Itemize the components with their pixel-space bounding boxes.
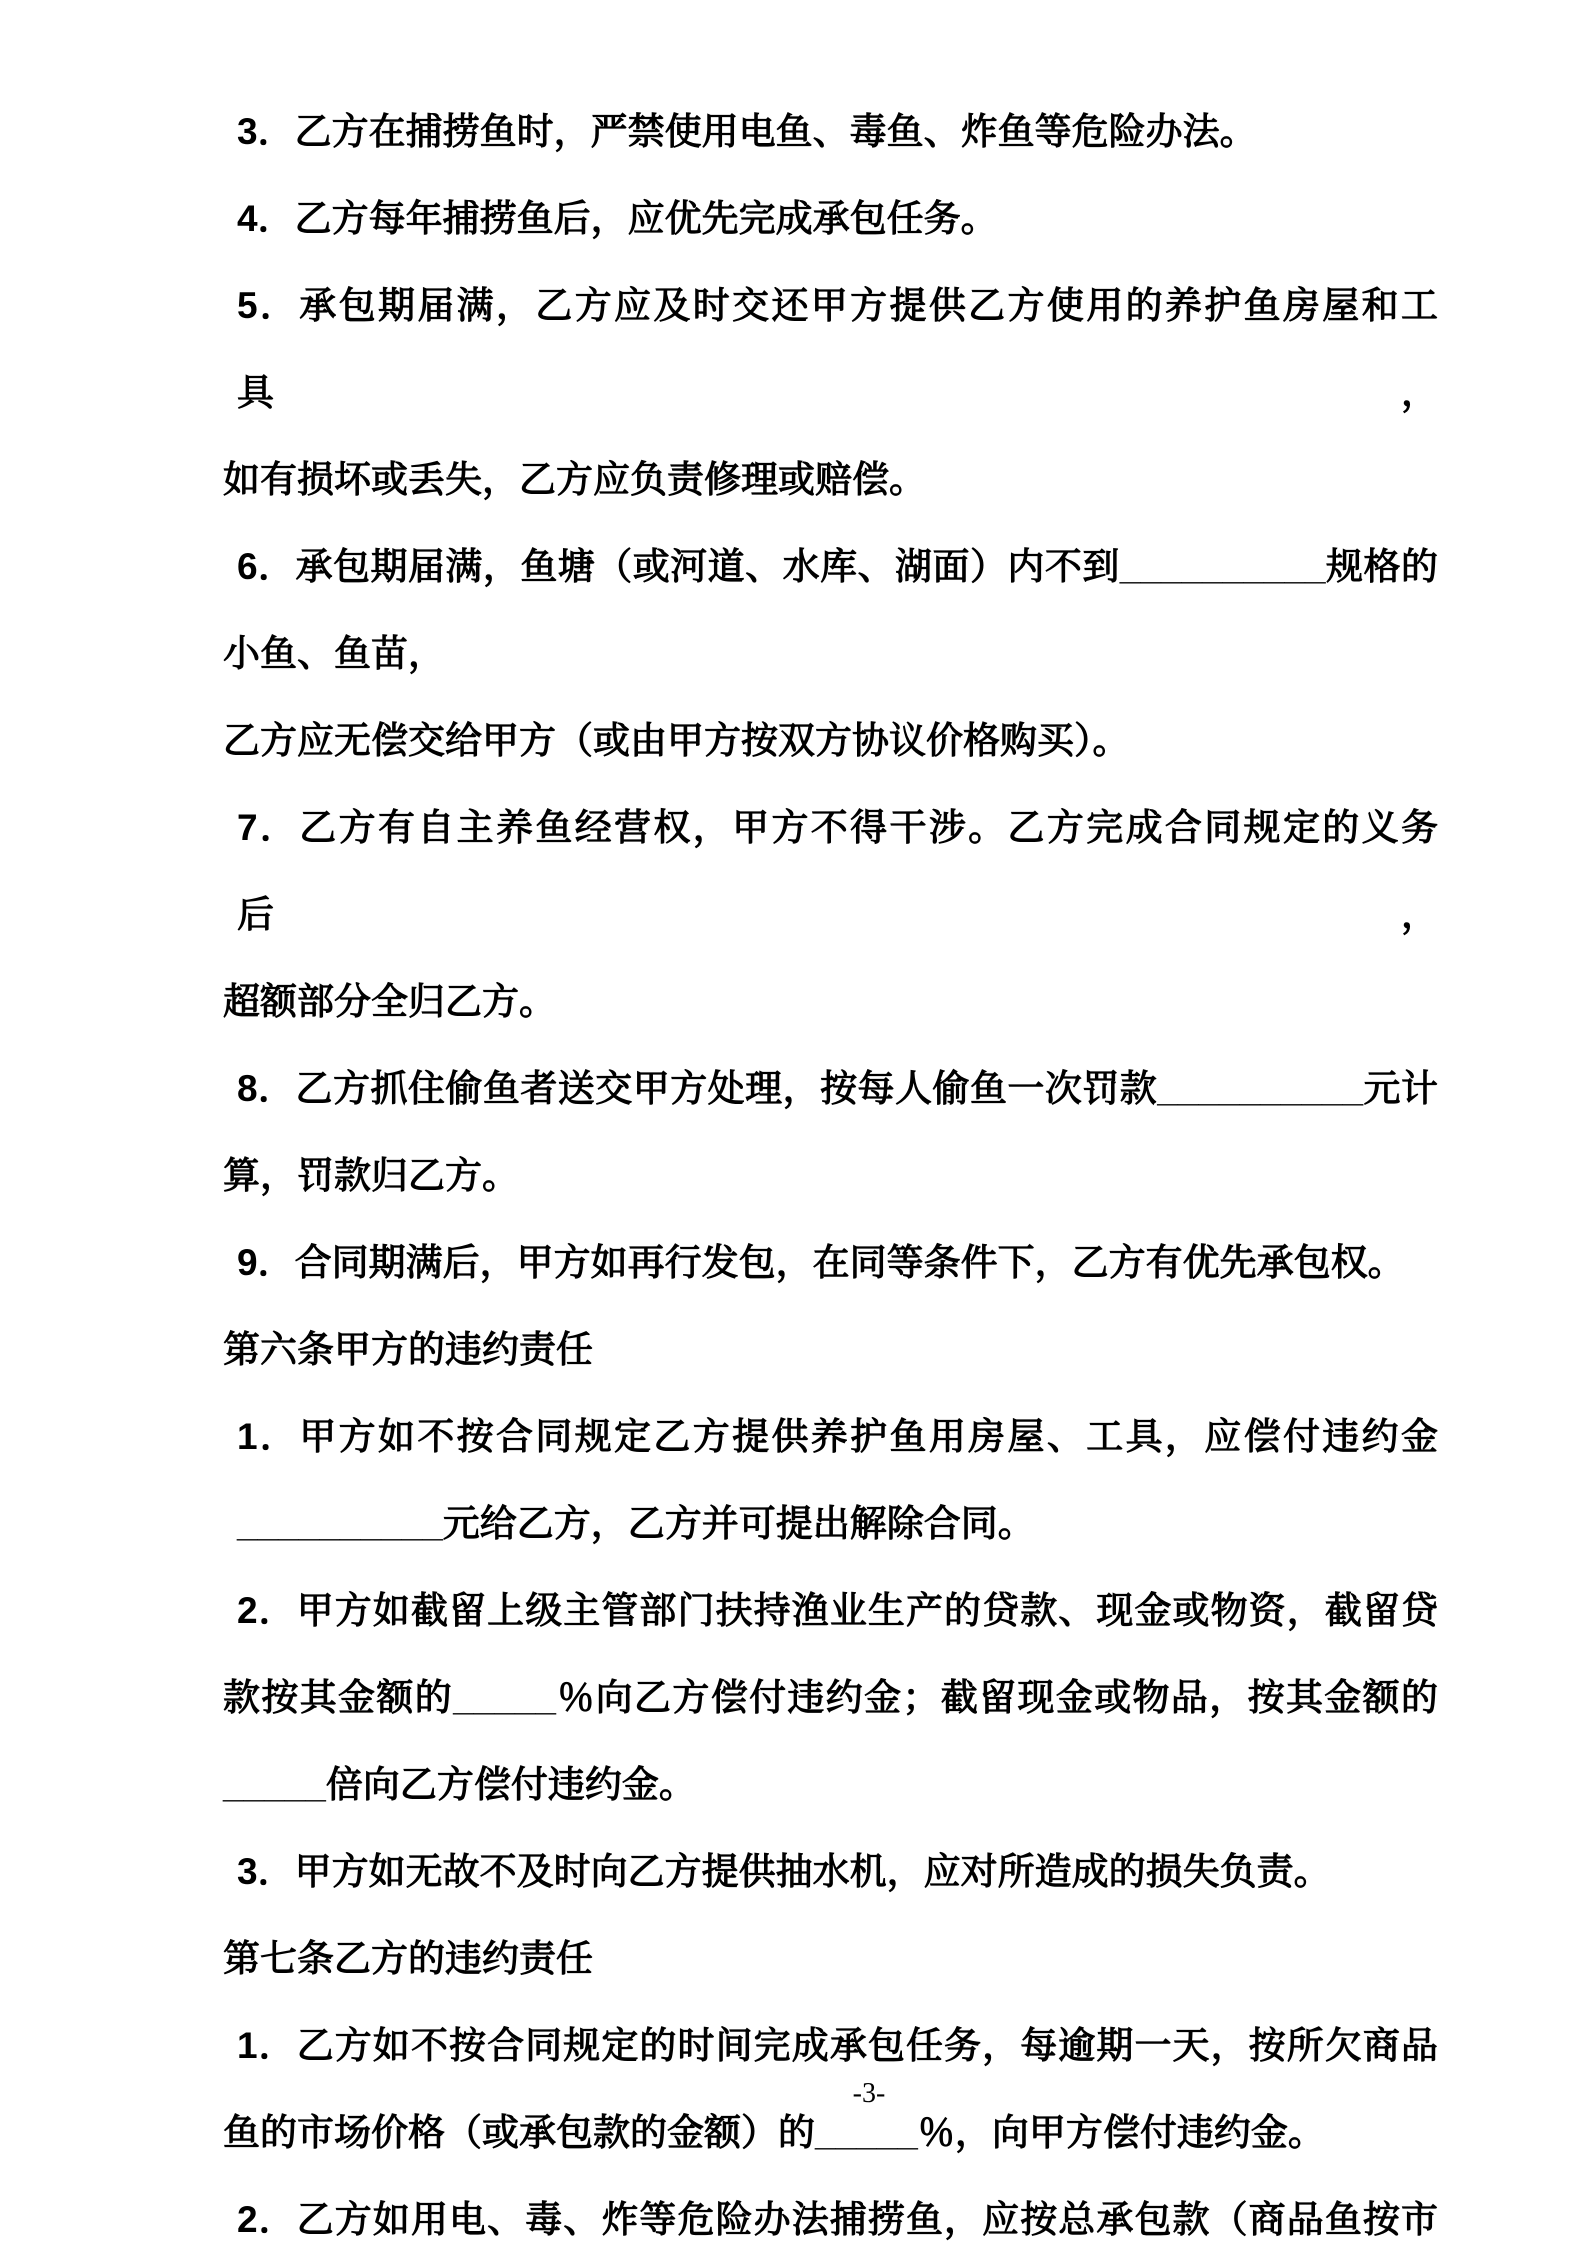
contract-line: 第六条甲方的违约责任: [223, 1329, 593, 1370]
contract-line: 第七条乙方的违约责任: [223, 1938, 593, 1979]
contract-line: 乙方应无偿交给甲方（或由甲方按双方协议价格购买）。: [223, 720, 1130, 761]
page-number: -3-: [852, 2078, 886, 2109]
contract-line: 款按其金额的_____％向乙方偿付违约金；截留现金或物品，按其金额的: [223, 1677, 1438, 1718]
contract-line: 9．合同期满后，甲方如再行发包，在同等条件下，乙方有优先承包权。: [237, 1242, 1405, 1283]
contract-line: 超额部分全归乙方。: [223, 981, 556, 1022]
contract-line: 如有损坏或丢失，乙方应负责修理或赔偿。: [223, 459, 926, 500]
contract-line: 4．乙方每年捕捞鱼后，应优先完成承包任务。: [237, 198, 998, 239]
contract-line: 2．乙方如用电、毒、炸等危险办法捕捞鱼，应按总承包款（商品鱼按市: [237, 2199, 1438, 2240]
contract-line: 1．甲方如不按合同规定乙方提供养护鱼用房屋、工具，应偿付违约金: [237, 1416, 1438, 1457]
contract-line: 算，罚款归乙方。: [223, 1155, 519, 1196]
contract-body: [223, 88, 1438, 2244]
contract-line: 7．乙方有自主养鱼经营权，甲方不得干涉。乙方完成合同规定的义务后，: [237, 807, 1438, 935]
contract-line: 3．乙方在捕捞鱼时，严禁使用电鱼、毒鱼、炸鱼等危险办法。: [237, 111, 1257, 152]
contract-line: __________元给乙方，乙方并可提出解除合同。: [237, 1503, 1035, 1544]
contract-line: 1．乙方如不按合同规定的时间完成承包任务，每逾期一天，按所欠商品: [237, 2025, 1438, 2066]
contract-line: 2．甲方如截留上级主管部门扶持渔业生产的贷款、现金或物资，截留贷: [237, 1590, 1438, 1631]
contract-line: 鱼的市场价格（或承包款的金额）的_____％，向甲方偿付违约金。: [223, 2112, 1325, 2153]
contract-line: 3．甲方如无故不及时向乙方提供抽水机，应对所造成的损失负责。: [237, 1851, 1331, 1892]
contract-line: 8．乙方抓住偷鱼者送交甲方处理，按每人偷鱼一次罚款__________元计: [237, 1068, 1438, 1109]
contract-line: 5．承包期届满，乙方应及时交还甲方提供乙方使用的养护鱼房屋和工具，: [237, 285, 1438, 413]
contract-line: 6．承包期届满，鱼塘（或河道、水库、湖面）内不到__________规格的: [237, 546, 1438, 587]
contract-line: 小鱼、鱼苗，: [223, 633, 445, 674]
contract-line: _____倍向乙方偿付违约金。: [223, 1764, 696, 1805]
